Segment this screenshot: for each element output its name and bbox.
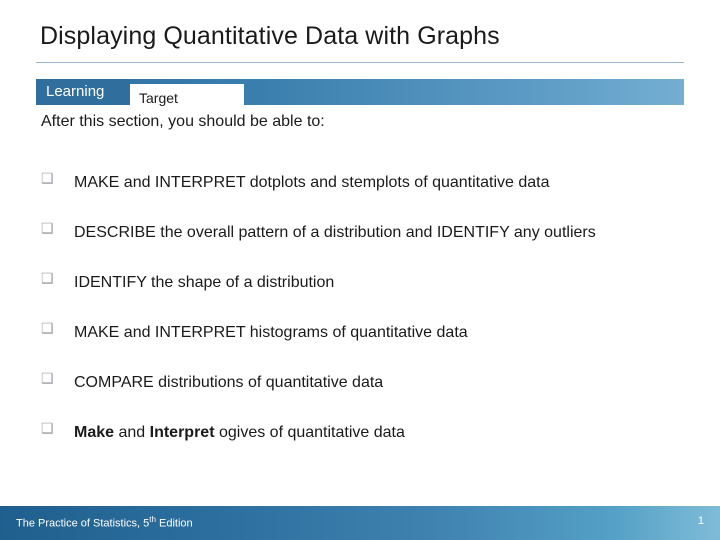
- list-item-label: [74, 415, 405, 450]
- learning-target-banner: [36, 79, 684, 105]
- bullet-marker-icon: ❑: [41, 420, 54, 436]
- list-item-label: MAKE and INTERPRET dotplots and stemplots of quantitative data: [74, 174, 550, 191]
- list-item-label: MAKE and INTERPRET histograms of quantitative data: [74, 324, 468, 341]
- objectives-list: [41, 165, 681, 465]
- list-item-label: IDENTIFY the shape of a distribution: [74, 274, 335, 291]
- banner-target-tab: [130, 84, 244, 112]
- bullet-marker-icon: ❑: [41, 270, 54, 286]
- list-item-emphasis: Interpret: [149, 424, 215, 441]
- list-item-label: COMPARE distributions of quantitative data: [74, 374, 384, 391]
- list-item: [41, 265, 681, 300]
- footer-book-title: [16, 515, 193, 530]
- footer-book-name: The Practice of Statistics, 5: [16, 517, 150, 530]
- bullet-marker-icon: ❑: [41, 320, 54, 336]
- banner-target-label: Target: [139, 90, 178, 106]
- page-number: 1: [697, 515, 704, 527]
- bullet-marker-icon: ❑: [41, 220, 54, 236]
- list-item: [41, 215, 681, 250]
- list-item: [41, 415, 681, 450]
- title-divider: [36, 62, 684, 63]
- footer-edition-label: Edition: [155, 517, 193, 530]
- bullet-marker-icon: ❑: [41, 370, 54, 386]
- slide-footer: [0, 506, 720, 540]
- banner-learning-label: Learning: [46, 83, 105, 100]
- list-item-tail: ogives of quantitative data: [214, 424, 405, 441]
- footer-edition-ordinal: th: [149, 515, 156, 524]
- list-item: [41, 365, 681, 400]
- list-item-emphasis: Make: [74, 424, 115, 441]
- intro-text: After this section, you should be able to:: [41, 113, 325, 130]
- list-item: [41, 315, 681, 350]
- bullet-marker-icon: ❑: [41, 170, 54, 186]
- list-item: [41, 165, 681, 200]
- page-title: Displaying Quantitative Data with Graphs: [40, 22, 500, 50]
- list-item-label: DESCRIBE the overall pattern of a distribution and IDENTIFY any outliers: [74, 224, 596, 241]
- list-item-conjunction: and: [114, 424, 150, 441]
